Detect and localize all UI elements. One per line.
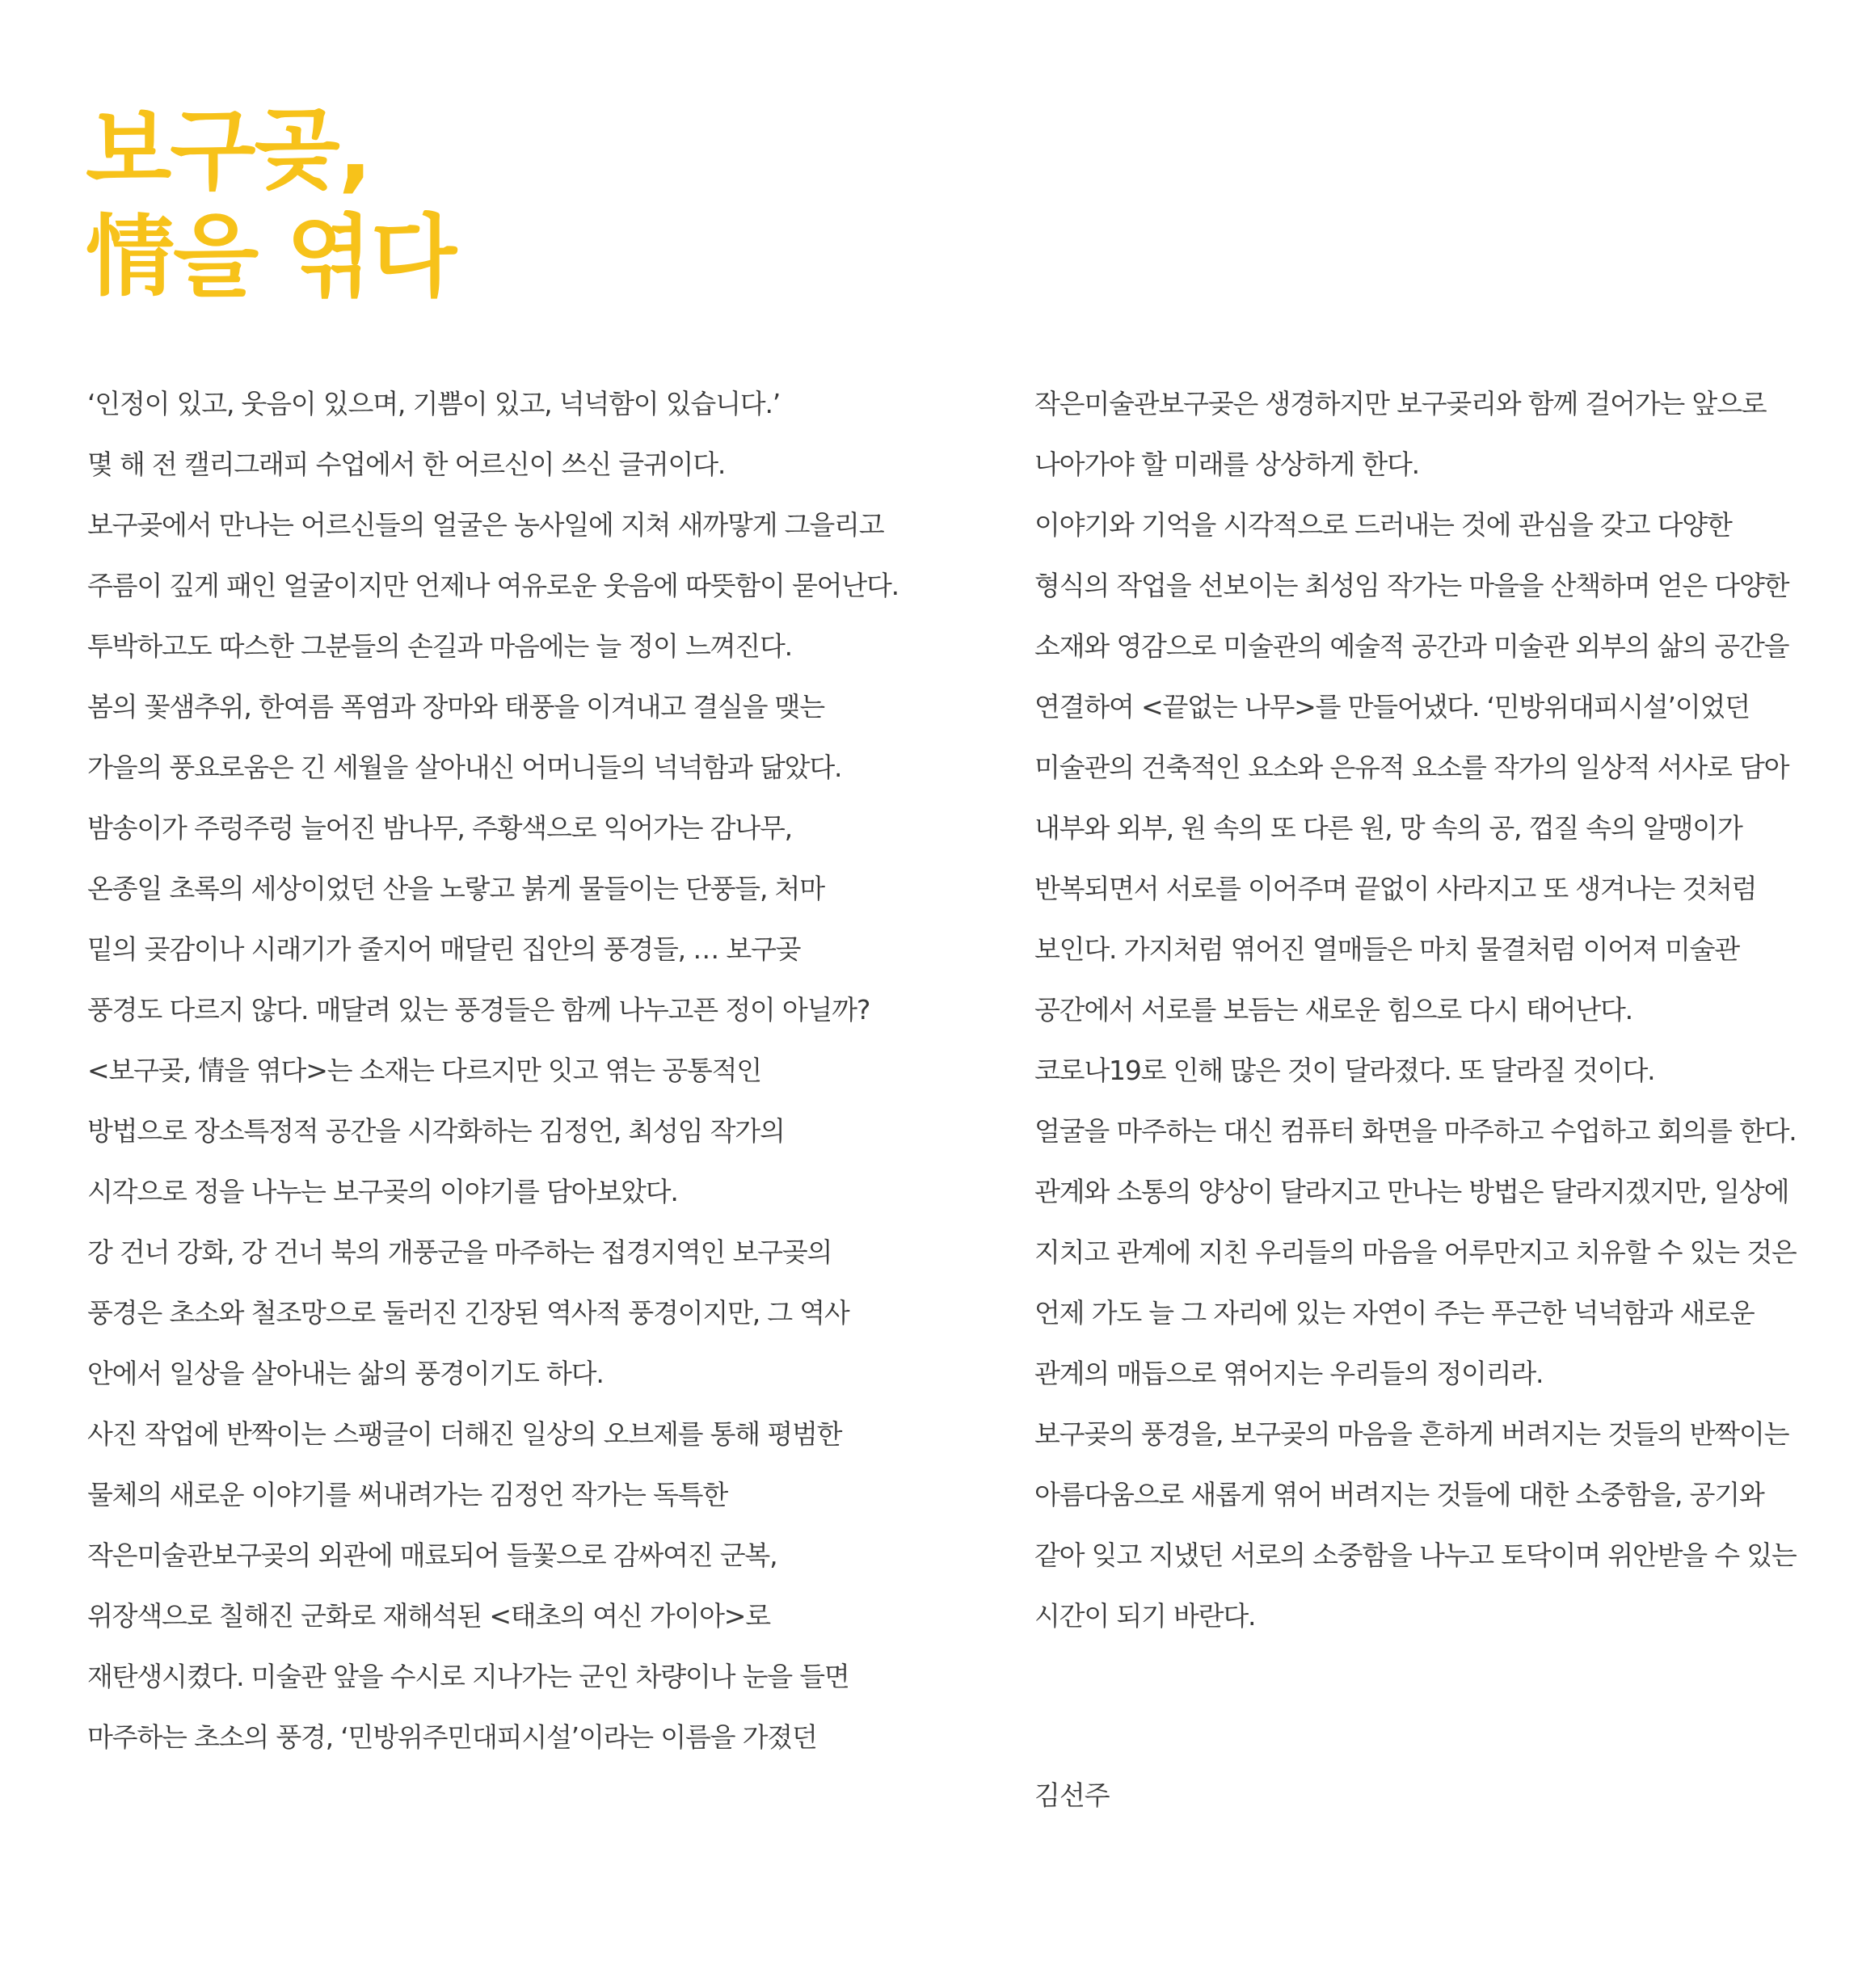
text-line: 언제 가도 늘 그 자리에 있는 자연이 주는 푸근한 넉넉함과 새로운 — [1034, 1297, 1755, 1329]
text-line: 형식의 작업을 선보이는 최성임 작가는 마을을 산책하며 얻은 다양한 — [1034, 570, 1789, 601]
text-line: 위장색으로 칠해진 군화로 재해석된 <태초의 여신 가이아>로 — [87, 1600, 770, 1632]
right-text-column — [1034, 378, 1826, 1651]
text-line: 얼굴을 마주하는 대신 컴퓨터 화면을 마주하고 수업하고 회의를 한다. — [1034, 1115, 1797, 1147]
text-line: 미술관의 건축적인 요소와 은유적 요소를 작가의 일상적 서사로 담아 — [1034, 752, 1789, 783]
text-line: <보구곶, 情을 엮다>는 소재는 다르지만 잇고 엮는 공통적인 — [87, 1055, 761, 1086]
text-line: 코로나19로 인해 많은 것이 달라졌다. 또 달라질 것이다. — [1034, 1055, 1655, 1086]
text-line: 소재와 영감으로 미술관의 예술적 공간과 미술관 외부의 삶의 공간을 — [1034, 630, 1789, 662]
left-text-column — [87, 378, 899, 1772]
text-line: 시간이 되기 바란다. — [1034, 1600, 1256, 1632]
text-line: 작은미술관보구곶의 외관에 매료되어 들꽃으로 감싸여진 군복, — [87, 1539, 777, 1571]
text-line: 투박하고도 따스한 그분들의 손길과 마음에는 늘 정이 느껴진다. — [87, 630, 792, 662]
text-line: 밤송이가 주렁주렁 늘어진 밤나무, 주황색으로 익어가는 감나무, — [87, 812, 792, 844]
text-line: 가을의 풍요로움은 긴 세월을 살아내신 어머니들의 넉넉함과 닮았다. — [87, 752, 842, 783]
text-line: 강 건너 강화, 강 건너 북의 개풍군을 마주하는 접경지역인 보구곶의 — [87, 1236, 832, 1268]
text-line: 몇 해 전 캘리그래피 수업에서 한 어르신이 쓰신 글귀이다. — [87, 449, 726, 480]
title-line-1: 보구곶, — [86, 99, 371, 202]
text-line: 관계와 소통의 양상이 달라지고 만나는 방법은 달라지겠지만, 일상에 — [1034, 1176, 1789, 1207]
text-line: 사진 작업에 반짝이는 스팽글이 더해진 일상의 오브제를 통해 평범한 — [87, 1418, 842, 1450]
text-line: 방법으로 장소특정적 공간을 시각화하는 김정언, 최성임 작가의 — [87, 1115, 785, 1147]
text-line: 물체의 새로운 이야기를 써내려가는 김정언 작가는 독특한 — [87, 1479, 728, 1510]
text-line: 연결하여 <끝없는 나무>를 만들어냈다. ‘민방위대피시설’이었던 — [1034, 691, 1750, 722]
text-line: 같아 잊고 지냈던 서로의 소중함을 나누고 토닥이며 위안받을 수 있는 — [1034, 1539, 1797, 1571]
text-line: ‘인정이 있고, 웃음이 있으며, 기쁨이 있고, 넉넉함이 있습니다.’ — [87, 388, 781, 419]
text-line: 아름다움으로 새롭게 엮어 버려지는 것들에 대한 소중함을, 공기와 — [1034, 1479, 1764, 1510]
author-name: 김선주 — [1034, 1780, 1110, 1811]
text-line: 풍경도 다르지 않다. 매달려 있는 풍경들은 함께 나누고픈 정이 아닐까? — [87, 994, 870, 1026]
text-line: 밑의 곶감이나 시래기가 줄지어 매달린 집안의 풍경들, … 보구곶 — [87, 933, 801, 965]
text-line: 주름이 깊게 패인 얼굴이지만 언제나 여유로운 웃음에 따뜻함이 묻어난다. — [87, 570, 899, 601]
text-line: 봄의 꽃샘추위, 한여름 폭염과 장마와 태풍을 이겨내고 결실을 맺는 — [87, 691, 824, 722]
text-line: 마주하는 초소의 풍경, ‘민방위주민대피시설’이라는 이름을 가졌던 — [87, 1721, 817, 1753]
text-line: 재탄생시켰다. 미술관 앞을 수시로 지나가는 군인 차량이나 눈을 들면 — [87, 1661, 849, 1692]
page-title — [86, 97, 455, 310]
text-line: 공간에서 서로를 보듬는 새로운 힘으로 다시 태어난다. — [1034, 994, 1632, 1026]
text-line: 관계의 매듭으로 엮어지는 우리들의 정이리라. — [1034, 1358, 1544, 1389]
text-line: 나아가야 할 미래를 상상하게 한다. — [1034, 449, 1419, 480]
text-line: 작은미술관보구곶은 생경하지만 보구곶리와 함께 걸어가는 앞으로 — [1034, 388, 1767, 419]
text-line: 안에서 일상을 살아내는 삶의 풍경이기도 하다. — [87, 1358, 604, 1389]
title-line-2: 情을 엮다 — [86, 205, 456, 309]
text-line: 이야기와 기억을 시각적으로 드러내는 것에 관심을 갖고 다양한 — [1034, 509, 1732, 541]
text-line: 지치고 관계에 지친 우리들의 마음을 어루만지고 치유할 수 있는 것은 — [1034, 1236, 1797, 1268]
text-line: 보인다. 가지처럼 엮어진 열매들은 마치 물결처럼 이어져 미술관 — [1034, 933, 1739, 965]
text-line: 보구곶에서 만나는 어르신들의 얼굴은 농사일에 지쳐 새까맣게 그을리고 — [87, 509, 884, 541]
text-line: 온종일 초록의 세상이었던 산을 노랗고 붉게 물들이는 단풍들, 처마 — [87, 873, 824, 904]
text-line: 시각으로 정을 나누는 보구곶의 이야기를 담아보았다. — [87, 1176, 678, 1207]
text-line: 풍경은 초소와 철조망으로 둘러진 긴장된 역사적 풍경이지만, 그 역사 — [87, 1297, 849, 1329]
text-line: 보구곶의 풍경을, 보구곶의 마음을 흔하게 버려지는 것들의 반짝이는 — [1034, 1418, 1789, 1450]
text-line: 내부와 외부, 원 속의 또 다른 원, 망 속의 공, 껍질 속의 알맹이가 — [1034, 812, 1742, 844]
text-line: 반복되면서 서로를 이어주며 끝없이 사라지고 또 생겨나는 것처럼 — [1034, 873, 1757, 904]
